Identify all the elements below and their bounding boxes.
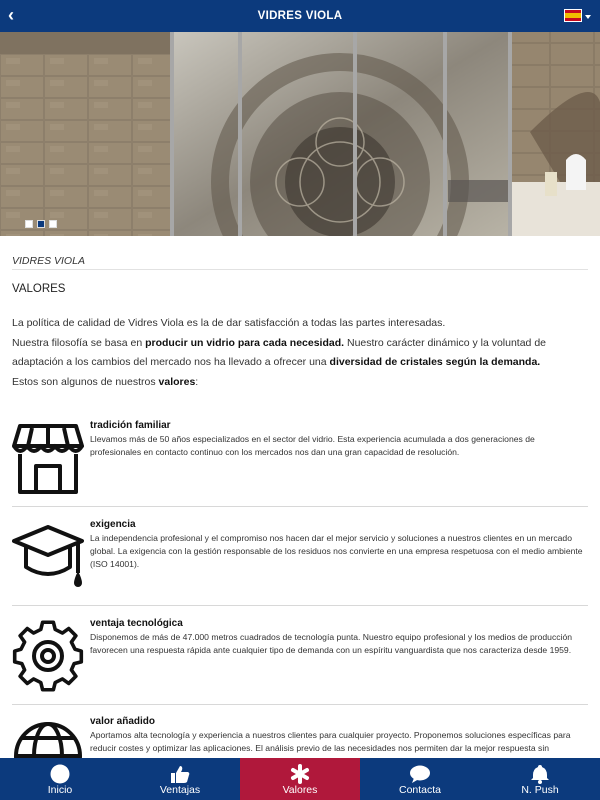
value-description: Aportamos alta tecnología y experiencia a nuestros clientes para cualquier proyecto. Proponemos soluciones específicas para reducir costes y optimizar las aplicaciones. El análisis previo de las necesidades nos permiten dar la mejor respuesta sin [90,730,571,753]
tab-label: N. Push [521,784,559,796]
carousel-dot[interactable] [49,220,57,228]
intro-paragraph: Nuestra filosofía se basa en producir un vidrio para cada necesidad. Nuestro carácter dinámico y la voluntad de adaptación a los cambios del mercado nos ha llevado a ofrecer una diversidad de cristales según la demanda. [12,336,546,368]
bell-icon [529,764,551,784]
home-circle-icon [49,764,71,784]
page-title: VIDRES VIOLA [257,10,343,22]
carousel-pagination [25,220,57,228]
tab-label: Contacta [398,784,442,796]
tab-label: Valores [282,784,318,796]
tab-inicio[interactable] [0,758,120,800]
dropdown-caret-icon[interactable] [585,15,591,19]
tab-n-push[interactable] [480,758,600,800]
bottom-tab-bar [0,758,600,800]
breadcrumb: VIDRES VIOLA [12,255,588,270]
value-title: exigencia [90,519,136,530]
gear-icon [12,618,84,696]
value-description: Llevamos más de 50 años especializados en el sector del vidrio. Esta experiencia acumulada a dos generaciones de profesionales en contacto continuo con los mercados nos dan una gran capacidad de resolución. [90,434,535,457]
value-item-valor-anadido [12,716,588,758]
back-chevron-icon[interactable]: ‹ [8,5,14,25]
graduation-cap-icon [12,519,84,597]
glass-facade-photo [0,32,600,236]
value-title: ventaja tecnológica [90,618,183,629]
intro-paragraph: Estos son algunos de nuestros valores: [12,375,199,388]
tab-contacta[interactable] [360,758,480,800]
chat-bubble-icon [409,764,431,784]
section-title: VALORES [12,283,66,295]
divider [12,506,588,507]
carousel-dot[interactable] [25,220,33,228]
value-description: Disponemos de más de 47.000 metros cuadrados de tecnología punta. Nuestro equipo profesional y los medios de producción favorecen una respuesta rápida ante cualquier tipo de demanda con un espíritu vanguardista que nos caracteriza desde 1959. [90,632,573,655]
tab-valores[interactable] [240,758,360,800]
intro-line: La política de calidad de Vidres Viola es la de dar satisfacción a todas las partes interesadas. [12,317,446,329]
globe-icon [12,716,84,758]
value-title: valor añadido [90,716,156,727]
carousel-dot-active[interactable] [37,220,45,228]
asterisk-icon [289,764,311,784]
intro-text [12,314,588,392]
value-title: tradición familiar [90,420,171,431]
hero-carousel-image[interactable] [0,32,600,236]
divider [12,605,588,606]
tab-label: Inicio [47,784,73,796]
spain-flag-icon[interactable] [564,9,582,22]
value-description: La independencia profesional y el compromiso nos hacen dar el mejor servicio y soluciones a nuestros clientes en un mercado global. La exigencia con la gestión responsable de los residuos nos convierte en una empresa respetuosa con el medio ambiente (ISO 14001). [90,533,583,569]
top-bar [0,0,600,32]
thumbs-up-icon [169,764,191,784]
main-content [0,236,600,758]
store-icon [12,420,84,498]
tab-ventajas[interactable] [120,758,240,800]
tab-label: Ventajas [159,784,201,796]
divider [12,704,588,705]
